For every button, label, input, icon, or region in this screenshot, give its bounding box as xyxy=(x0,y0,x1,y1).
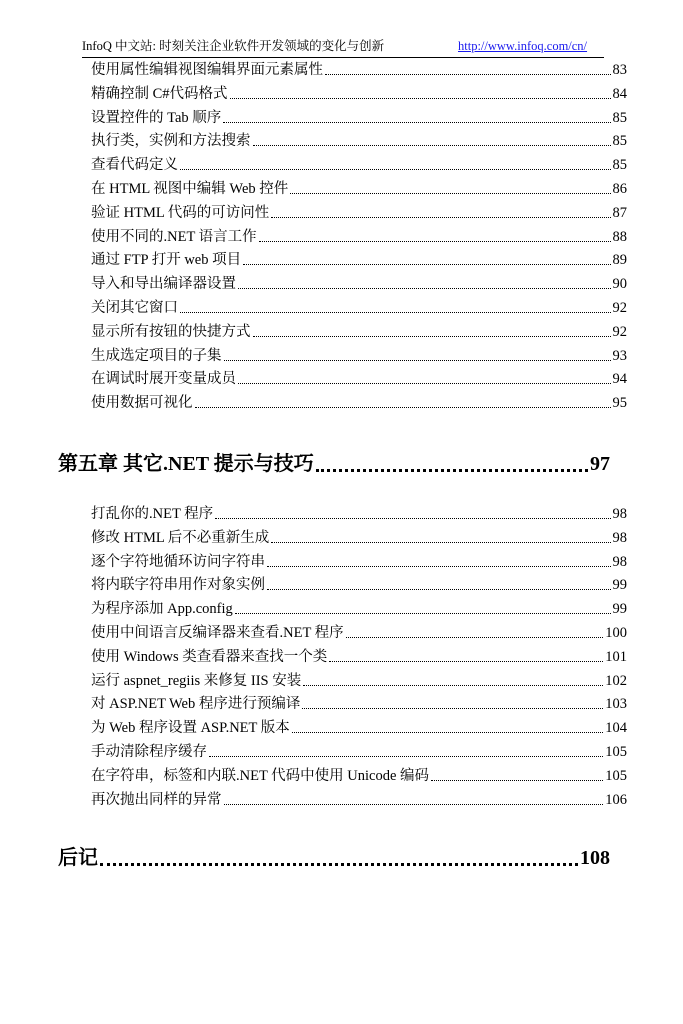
toc-entry[interactable] xyxy=(91,717,627,739)
toc-entry-title: 设置控件的 Tab 顺序 xyxy=(91,109,222,126)
toc-entry[interactable] xyxy=(91,273,627,295)
toc-entry[interactable] xyxy=(91,321,627,343)
toc-entry[interactable] xyxy=(91,59,627,81)
toc-entry[interactable] xyxy=(91,622,627,644)
toc-entry-title: 修改 HTML 后不必重新生成 xyxy=(91,529,270,546)
dot-leader xyxy=(271,541,610,543)
toc-entry-title: 显示所有按钮的快捷方式 xyxy=(91,323,251,340)
toc-entry[interactable] xyxy=(91,226,627,248)
toc-entry-page-number: 85 xyxy=(612,157,627,174)
toc-entry-page-number: 92 xyxy=(612,300,627,316)
dot-leader xyxy=(316,468,588,472)
dot-leader xyxy=(253,144,611,146)
toc-entry-title: 关闭其它窗口 xyxy=(91,300,178,316)
dot-leader xyxy=(253,335,611,337)
toc-entry[interactable] xyxy=(91,598,627,620)
toc-entry-page-number: 103 xyxy=(605,696,627,713)
toc-entry-page-number: 85 xyxy=(612,133,627,150)
toc-entry-page-number: 105 xyxy=(605,767,627,784)
toc-entry[interactable] xyxy=(91,551,627,573)
afterword-heading[interactable] xyxy=(58,843,610,873)
dot-leader xyxy=(224,359,611,361)
toc-entry[interactable] xyxy=(91,345,627,367)
toc-entry-title: 使用不同的.NET 语言工作 xyxy=(91,228,257,245)
toc-entry-page-number: 105 xyxy=(605,744,627,760)
dot-leader xyxy=(238,287,611,289)
toc-entry-page-number: 98 xyxy=(612,553,627,570)
dot-leader xyxy=(431,779,603,781)
toc-entry-page-number: 88 xyxy=(612,228,627,245)
toc-entry-page-number: 93 xyxy=(612,347,627,364)
toc-entry-title: 使用 Windows 类查看器来查找一个类 xyxy=(91,648,328,665)
dot-leader xyxy=(271,216,610,218)
toc-entry-title: 打乱你的.NET 程序 xyxy=(91,506,214,522)
toc-entry[interactable] xyxy=(91,741,627,763)
toc-entry-title: 后记 xyxy=(58,847,98,869)
toc-entry-page-number: 99 xyxy=(612,577,627,594)
dot-leader xyxy=(325,73,611,75)
dot-leader xyxy=(329,660,603,662)
toc-entry[interactable] xyxy=(91,202,627,224)
dot-leader xyxy=(100,862,578,866)
toc-entry[interactable] xyxy=(91,107,627,129)
toc-entry-page-number: 85 xyxy=(612,109,627,126)
toc-entry-page-number: 102 xyxy=(605,672,627,689)
toc-entry[interactable] xyxy=(91,670,627,692)
toc-entry-title: 使用中间语言反编译器来查看.NET 程序 xyxy=(91,625,344,641)
dot-leader xyxy=(238,382,611,384)
toc-entry-title: 运行 aspnet_regiis 来修复 IIS 安装 xyxy=(91,672,302,689)
toc-entry-title: 第五章 其它.NET 提示与技巧 xyxy=(58,453,314,475)
chapter-heading[interactable] xyxy=(58,449,610,479)
toc-entry-page-number: 89 xyxy=(612,252,627,269)
toc-entry[interactable] xyxy=(91,368,627,390)
dot-leader xyxy=(223,121,610,123)
toc-entry-title: 将内联字符串用作对象实例 xyxy=(91,577,265,594)
toc-entry[interactable] xyxy=(91,527,627,549)
toc-entry[interactable] xyxy=(91,574,627,596)
dot-leader xyxy=(267,565,611,567)
dot-leader xyxy=(290,192,610,194)
dot-leader xyxy=(209,755,603,757)
dot-leader xyxy=(180,311,611,313)
dot-leader xyxy=(259,240,611,242)
toc-entry-title: 在 HTML 视图中编辑 Web 控件 xyxy=(91,181,289,197)
toc-entry[interactable] xyxy=(91,297,627,319)
toc-entry-title: 在调试时展开变量成员 xyxy=(91,371,236,388)
toc-entry-title: 精确控制 C#代码格式 xyxy=(91,85,228,102)
toc-entry[interactable] xyxy=(91,392,627,414)
dot-leader xyxy=(303,684,603,686)
toc-entry[interactable] xyxy=(91,249,627,271)
dot-leader xyxy=(302,707,603,709)
header-url-link[interactable]: http://www.infoq.com/cn/ xyxy=(458,39,588,53)
toc-entry-title: 导入和导出编译器设置 xyxy=(91,276,236,293)
dot-leader xyxy=(195,406,611,408)
toc-entry-title: 手动清除程序缓存 xyxy=(91,744,207,760)
dot-leader xyxy=(346,636,604,638)
header-divider xyxy=(82,57,604,58)
dot-leader xyxy=(292,731,603,733)
toc-entry-title: 逐个字符地循环访问字符串 xyxy=(91,553,265,570)
dot-leader xyxy=(230,97,611,99)
toc-entry-page-number: 98 xyxy=(612,529,627,546)
toc-entry-title: 查看代码定义 xyxy=(91,157,178,174)
toc-entry-page-number: 83 xyxy=(612,62,627,78)
toc-entry-title: 对 ASP.NET Web 程序进行预编译 xyxy=(91,696,301,713)
toc-entry-page-number: 94 xyxy=(612,371,627,388)
toc-entry-page-number: 104 xyxy=(605,720,627,737)
toc-entry-page-number: 97 xyxy=(590,453,610,475)
toc-entry-page-number: 108 xyxy=(580,847,610,869)
toc-entry-title: 生成选定项目的子集 xyxy=(91,347,222,364)
toc-entry-title: 为程序添加 App.config xyxy=(91,601,233,618)
toc-entry-page-number: 95 xyxy=(612,395,627,412)
toc-entry-title: 通过 FTP 打开 web 项目 xyxy=(91,252,242,269)
dot-leader xyxy=(215,517,610,519)
toc-entry-title: 再次抛出同样的异常 xyxy=(91,791,222,808)
toc-entry-page-number: 100 xyxy=(605,625,627,641)
toc-entry-page-number: 86 xyxy=(612,181,627,197)
header-site-text: InfoQ 中文站: 时刻关注企业软件开发领域的变化与创新 xyxy=(82,39,385,53)
toc-entry-title: 使用数据可视化 xyxy=(91,395,193,412)
toc-entry-page-number: 99 xyxy=(612,601,627,618)
toc-entry[interactable] xyxy=(91,693,627,715)
toc-entry[interactable] xyxy=(91,503,627,525)
toc-entry[interactable] xyxy=(91,130,627,152)
dot-leader xyxy=(267,588,611,590)
dot-leader xyxy=(224,803,604,805)
dot-leader xyxy=(243,263,610,265)
toc-entry-page-number: 98 xyxy=(612,506,627,522)
toc-entry-title: 使用属性编辑视图编辑界面元素属性 xyxy=(91,62,323,78)
dot-leader xyxy=(180,168,611,170)
toc-entry-page-number: 106 xyxy=(605,791,627,808)
toc-entry[interactable] xyxy=(91,178,627,200)
toc-entry[interactable] xyxy=(91,154,627,176)
toc-entry-title: 验证 HTML 代码的可访问性 xyxy=(91,204,270,221)
toc-entry-page-number: 101 xyxy=(605,648,627,665)
toc-entry[interactable] xyxy=(91,789,627,811)
toc-entry-page-number: 84 xyxy=(612,85,627,102)
dot-leader xyxy=(235,612,611,614)
toc-entry[interactable] xyxy=(91,646,627,668)
toc-entry-page-number: 87 xyxy=(612,204,627,221)
page-header xyxy=(82,38,602,54)
toc-entry-page-number: 92 xyxy=(612,323,627,340)
toc-entry-page-number: 90 xyxy=(612,276,627,293)
toc-entry-title: 在字符串，标签和内联.NET 代码中使用 Unicode 编码 xyxy=(91,767,430,784)
toc-entry-title: 为 Web 程序设置 ASP.NET 版本 xyxy=(91,720,290,737)
toc-entry[interactable] xyxy=(91,83,627,105)
toc-entry-title: 执行类，实例和方法搜索 xyxy=(91,133,251,150)
toc-entry[interactable] xyxy=(91,765,627,787)
